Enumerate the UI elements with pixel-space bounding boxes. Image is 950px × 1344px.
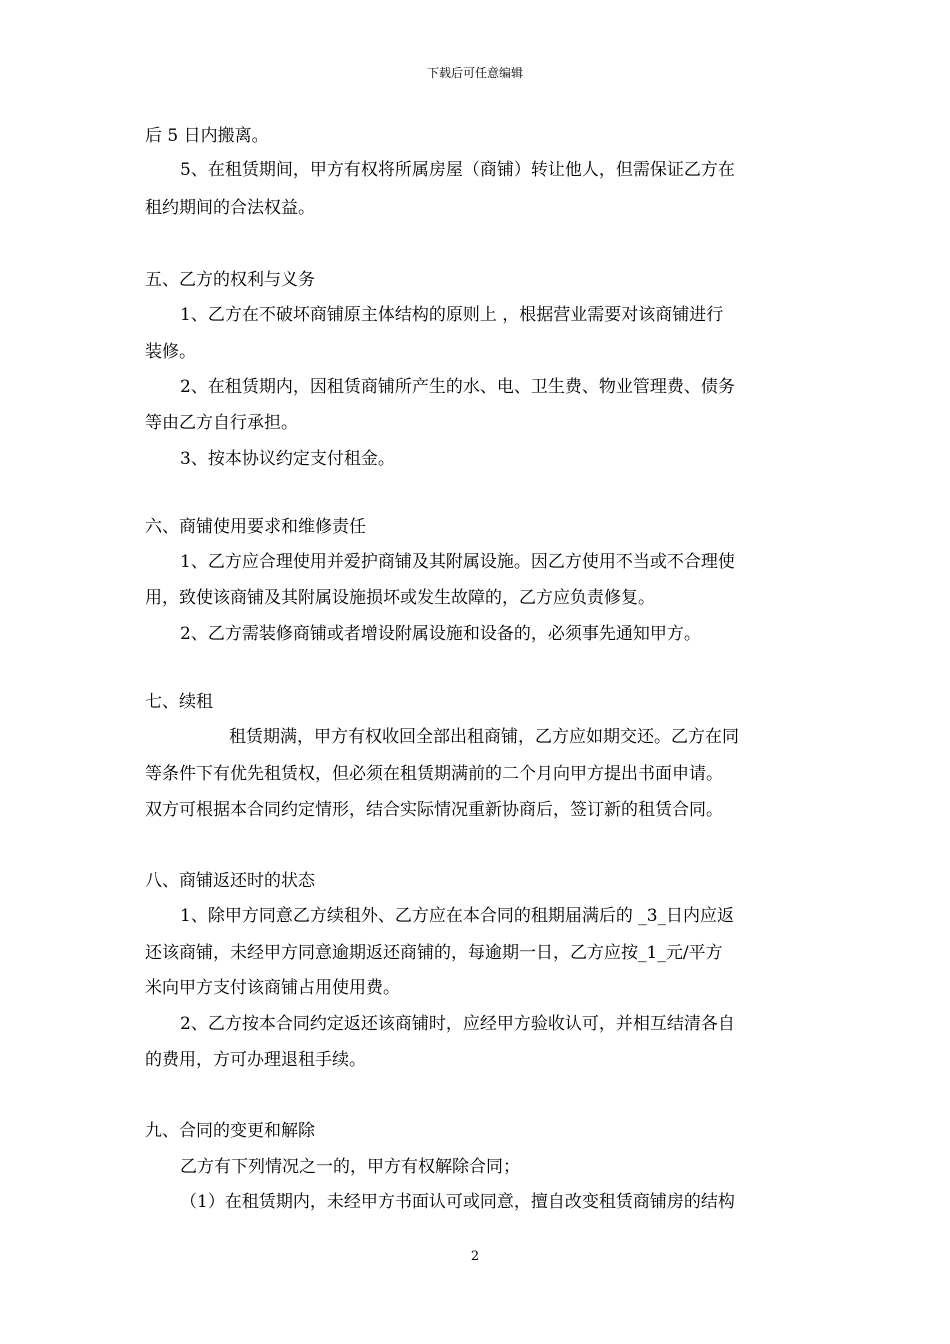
text-line: 的费用，方可办理退租手续。 [145,1050,366,1070]
section-heading: 七、续租 [145,692,213,712]
text-line: 乙方有下列情况之一的，甲方有权解除合同； [180,1157,520,1177]
text-line: 等条件下有优先租赁权，但必须在租赁期满前的二个月向甲方提出书面申请。 [145,764,723,784]
text-line: 3、按本协议约定支付租金。 [180,449,395,469]
section-heading: 九、合同的变更和解除 [145,1121,315,1141]
page-header: 下载后可任意编辑 [426,66,523,80]
text-line: 5、在租赁期间，甲方有权将所属房屋（商铺）转让他人，但需保证乙方在 [180,160,735,180]
text-line: 等由乙方自行承担。 [145,413,298,433]
text-line: 用，致使该商铺及其附属设施损坏或发生故障的，乙方应负责修复。 [145,588,655,608]
text-line: 租赁期满，甲方有权收回全部出租商铺，乙方应如期交还。乙方在同 [229,727,739,747]
text-line: 后 5 日内搬离。 [145,126,269,146]
section-heading: 六、商铺使用要求和维修责任 [145,517,366,537]
text-line: 米向甲方支付该商铺占用使用费。 [145,978,400,998]
section-heading: 八、商铺返还时的状态 [145,871,315,891]
text-line: 装修。 [145,342,196,362]
page-number: 2 [470,1249,480,1264]
text-line: 1、乙方在不破坏商铺原主体结构的原则上 ，根据营业需要对该商铺进行 [180,305,724,325]
text-line: 2、乙方需装修商铺或者增设附属设施和设备的，必须事先通知甲方。 [180,624,701,644]
text-line: 2、乙方按本合同约定返还该商铺时，应经甲方验收认可，并相互结清各自 [180,1014,735,1034]
text-line: 还该商铺，未经甲方同意逾期返还商铺的，每逾期一日，乙方应按_1_元/平方 [145,943,723,963]
text-line: 1、乙方应合理使用并爱护商铺及其附属设施。因乙方使用不当或不合理使 [180,552,735,572]
text-line: 1、除甲方同意乙方续租外、乙方应在本合同的租期届满后的 _3_日内应返 [180,906,735,926]
text-line: 2、在租赁期内，因租赁商铺所产生的水、电、卫生费、物业管理费、债务 [180,377,735,397]
text-line: 租约期间的合法权益。 [145,198,315,218]
section-heading: 五、乙方的权利与义务 [145,270,315,290]
text-line: 双方可根据本合同约定情形，结合实际情况重新协商后，签订新的租赁合同。 [145,800,723,820]
text-line: （1）在租赁期内，未经甲方书面认可或同意，擅自改变租赁商铺房的结构 [180,1192,735,1212]
